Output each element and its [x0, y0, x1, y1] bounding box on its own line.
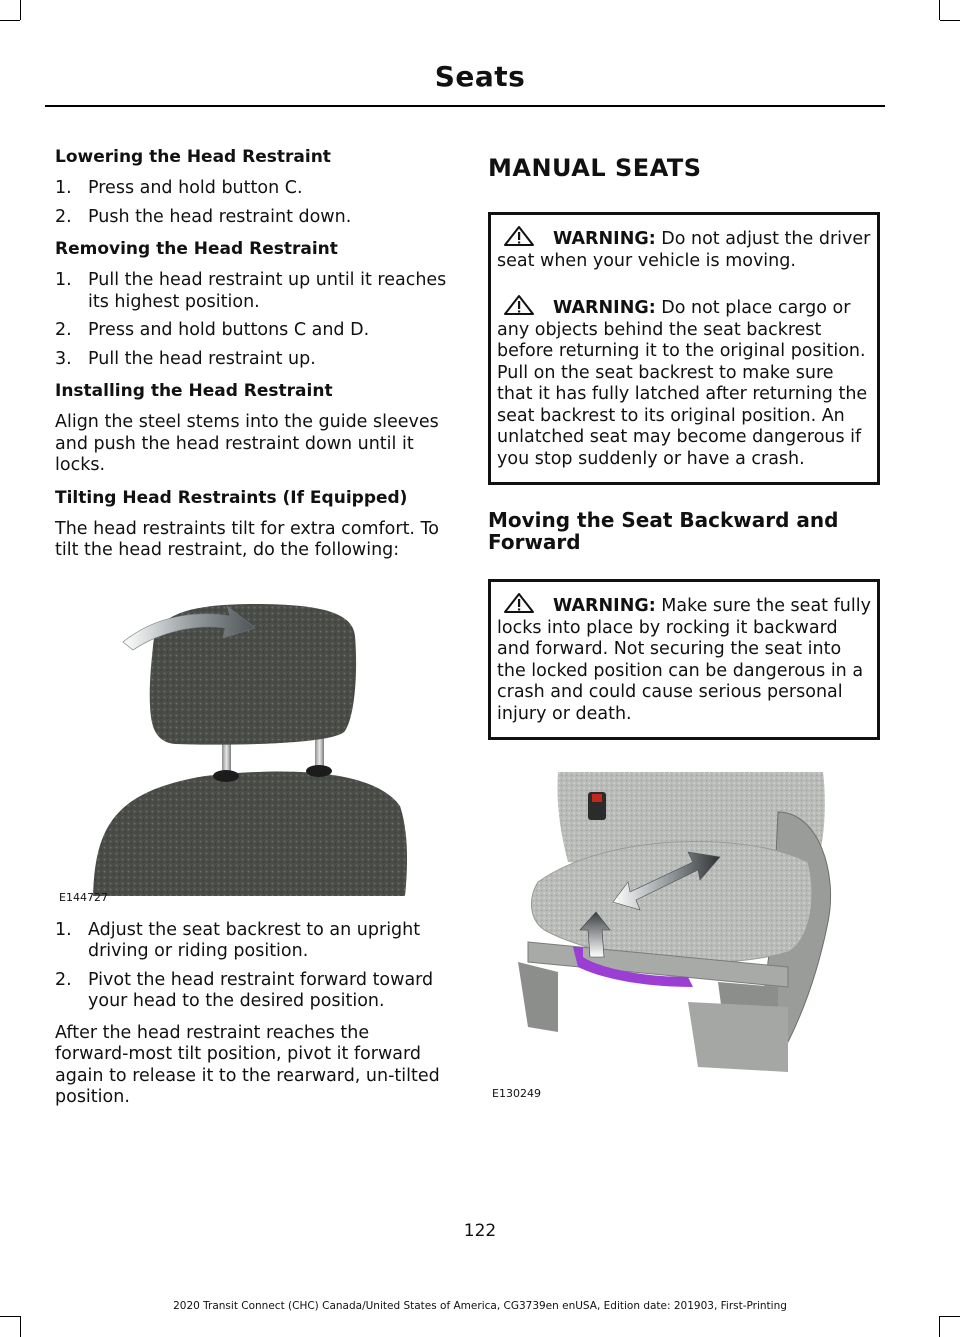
- crop-mark: [0, 1316, 20, 1317]
- warning-item: WARNING: Make sure the seat fully locks into place by rocking it backward and forward. Not securing the seat into the locked position can be dangerous in a crash and could cause serious personal injury or death.: [497, 592, 871, 725]
- head-restraint-illustration: [55, 576, 448, 906]
- list-item: 2. Push the head restraint down.: [55, 206, 352, 227]
- tilt-steps: [55, 920, 448, 1013]
- list-item: 2. Press and hold buttons C and D.: [55, 320, 370, 340]
- crop-mark: [20, 1316, 21, 1337]
- warning-icon: [497, 225, 553, 247]
- list-item: 3. Pull the head restraint up.: [55, 348, 316, 369]
- page-header-title: Seats: [434, 60, 526, 93]
- left-column: [55, 146, 448, 1119]
- crop-mark: [0, 20, 20, 21]
- list-item: 2. Pivot the head restraint forward toward your head to the desired position.: [55, 969, 434, 1011]
- warning-box: [488, 212, 880, 485]
- header-divider: [45, 105, 885, 107]
- crop-mark: [20, 0, 21, 20]
- section-title: MANUAL SEATS: [488, 154, 702, 182]
- warning-icon: [497, 294, 553, 316]
- lowering-steps: [55, 178, 448, 228]
- warning-item: WARNING: Do not adjust the driver seat when your vehicle is moving.: [497, 225, 871, 272]
- crop-mark: [939, 0, 940, 20]
- removing-heading: Removing the Head Restraint: [55, 239, 338, 259]
- installing-heading: Installing the Head Restraint: [55, 381, 333, 401]
- warning-icon: [497, 592, 553, 614]
- warning-item: WARNING: Do not place cargo or any objects behind the seat backrest before returning it to the original position. Pull on the seat backrest to make sure that it has fully latched after returning the seat backrest to its original position. An unlatched seat may become dangerous if you stop suddenly or have a crash.: [497, 294, 871, 470]
- head-restraint-figure: [55, 576, 448, 906]
- page-number: 122: [463, 1221, 497, 1241]
- right-column: [488, 146, 880, 1102]
- figure-code: E130249: [492, 1087, 541, 1100]
- tilting-heading: Tilting Head Restraints (If Equipped): [55, 487, 408, 508]
- crop-mark: [940, 20, 960, 21]
- moving-heading: Moving the Seat Backward and Forward: [488, 508, 839, 554]
- warning-box: [488, 579, 880, 740]
- removing-steps: [55, 270, 448, 370]
- tilting-text: The head restraints tilt for extra comfort. To tilt the head restraint, do the following:: [55, 518, 439, 560]
- list-item: 1. Pull the head restraint up until it reaches its highest position.: [55, 270, 447, 312]
- footer-text: 2020 Transit Connect (CHC) Canada/United States of America, CG3739en enUSA, Edition date: 201903, First-Printing: [173, 1300, 787, 1312]
- lowering-heading: Lowering the Head Restraint: [55, 147, 331, 167]
- seat-adjust-illustration: [488, 772, 880, 1102]
- list-item: 1. Press and hold button C.: [55, 178, 303, 198]
- installing-text: Align the steel stems into the guide sleeves and push the head restraint down until it locks.: [55, 412, 439, 475]
- crop-mark: [939, 1316, 940, 1337]
- seat-adjust-figure: [488, 772, 880, 1102]
- crop-mark: [940, 1316, 960, 1317]
- after-tilt-text: After the head restraint reaches the forward-most tilt position, pivot it forward again to release it to the rearward, un-tilted position.: [55, 1022, 440, 1107]
- list-item: 1. Adjust the seat backrest to an upright driving or riding position.: [55, 919, 421, 961]
- figure-code: E144727: [59, 890, 108, 904]
